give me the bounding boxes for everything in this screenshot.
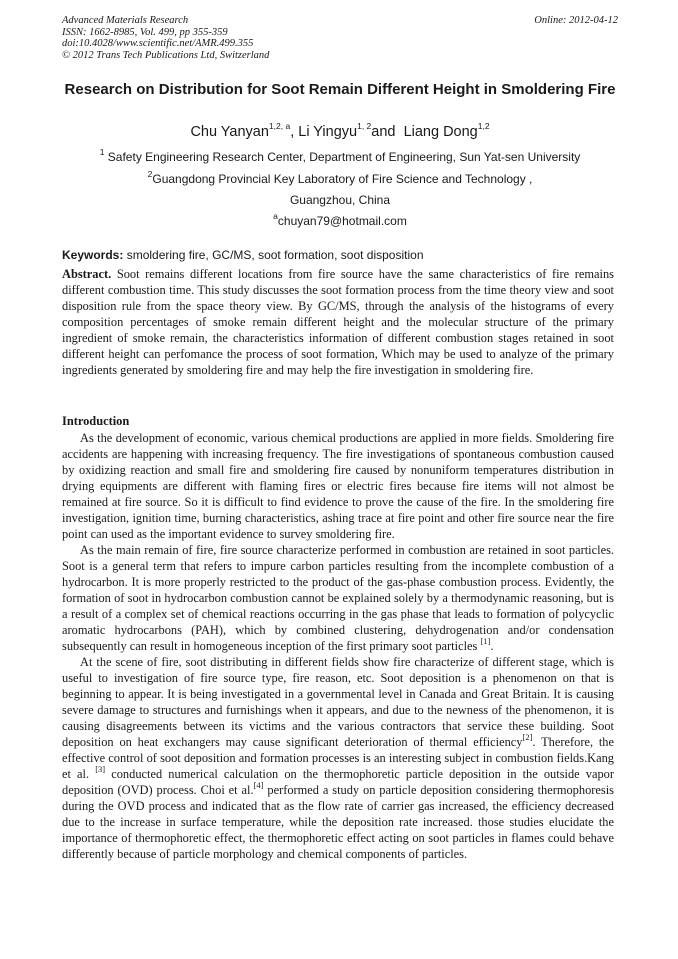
citation-ref: [3] — [95, 763, 106, 774]
introduction-body — [62, 430, 614, 862]
author-affiliation-mark: 1,2 — [477, 121, 490, 132]
paragraph-text: . Therefore, the effective control of soot deposition and formation processes is an interesting subject in combustion fields.Kang et al. — [62, 735, 615, 781]
keywords-line — [62, 248, 618, 262]
copyright-line: © 2012 Trans Tech Publications Ltd, Switzerland — [62, 49, 270, 61]
author-name: Chu Yanyan — [190, 124, 269, 140]
paragraph-end: . — [490, 639, 494, 653]
affiliation-mark: 2 — [147, 169, 153, 179]
author-affiliation-mark: 1,2, a — [268, 121, 291, 132]
affiliation-mark: 1 — [99, 147, 105, 157]
citation-ref: [2] — [522, 731, 533, 742]
affiliation-city: Guangzhou, China — [289, 193, 391, 207]
citation-ref: [4] — [253, 779, 264, 790]
email-mark: a — [273, 211, 278, 221]
author-list: Chu Yanyan$^{1,2, a}$, Li Yingyu$^{1, 2}$and Liang Dong$^{1,2}$ — [190, 121, 490, 140]
author-name: Li Yingyu — [298, 124, 358, 140]
online-date: Online: 2012-04-12 — [534, 15, 618, 26]
journal-name: Advanced Materials Research — [62, 15, 189, 26]
intro-paragraph-2 — [62, 542, 614, 654]
intro-paragraph-3 — [62, 654, 614, 862]
section-heading: Introduction — [62, 414, 130, 428]
author-affiliation-mark: 1, 2 — [357, 121, 372, 132]
paragraph-text: As the main remain of fire, fire source characterize performed in combustion are retained in soot particles. Soot is a general term that refers to impure carbon particles resulting from the incomplete combustion of a hydrocarbon. It is more properly restricted to the product of the gas-phase combustion process. Evidently, the formation of soot in hydrocarbon combustion cannot be explained solely by a thermodynamic reasoning, but is a result of a complex set of chemical reactions occurring in the gas phase that leads to formation of polycyclic aromatic hydrocarbons (PAH), which by combined clustering, dehydrogenation and/or condensation subsequently can result in homogeneous inception of the first primary soot particles — [62, 543, 614, 653]
affiliation-text: Safety Engineering Research Center, Department of Engineering, Sun Yat-sen University — [107, 150, 581, 164]
affiliation-2 — [50, 169, 630, 186]
abstract-label: Abstract. — [62, 267, 112, 281]
paragraph-text: performed a study on particle deposition considering thermophoresis during the OVD process and indicated that as the flow rate of carrier gas increased, the efficiency decreased due to the increase in surface temperature, while the deposition rate increased. those studies elucidate the importance of thermophoretic effect, the thermophoretic effect acting on soot particles in flames could behave differently because of particle morphology and chemical components of particles. — [62, 783, 614, 861]
author-name: Liang Dong — [403, 124, 478, 140]
journal-header — [62, 15, 618, 61]
contact-email-line — [50, 211, 630, 228]
citation-ref: [1] — [480, 635, 491, 646]
affiliation-1 — [50, 147, 630, 164]
paper-title: Research on Distribution for Soot Remain Different Height in Smoldering Fire — [64, 81, 616, 98]
keywords-label: Keywords: — [62, 248, 124, 262]
keywords-text: smoldering fire, GC/MS, soot formation, soot disposition — [126, 248, 424, 262]
doi-line: doi:10.4028/www.scientific.net/AMR.499.355 — [62, 38, 254, 49]
issn-line: ISSN: 1662-8985, Vol. 499, pp 355-359 — [62, 26, 228, 38]
paragraph-text: conducted numerical calculation on the thermophoretic particle deposition in the outside vapor deposition (OVD) process. Choi et al. — [62, 767, 614, 797]
affiliation-text: Guangdong Provincial Key Laboratory of Fire Science and Technology , — [152, 172, 533, 186]
contact-email: chuyan79@hotmail.com — [277, 214, 407, 228]
paragraph-text: At the scene of fire, soot distributing in different fields show fire characterize of different stage, which is useful to investigation of fire source type, fire reason, etc. Soot deposition is a phenomenon on that is beginning to appear. It is being investigated in a governmental level in Canada and Great Britain. It is causing severe damage to structures and furnishings when it appears, and due to the newness of the phenomenon, it is causing disagreements between its victims and the various contractors that service these building. Soot deposition on heat exchangers may cause significant deterioration of thermal efficiency — [62, 655, 614, 749]
abstract-text: Soot remains different locations from fire source have the same characteristics of fire remains different combustion time. This study discusses the soot formation process from the time theory view and soot disposition rule from the space theory view. By GC/MS, through the analysis of the histograms of every composition percentages of smoke remain different height and the molecular structure of the primary ingredient of smoke remain, the characteristics information of different combustion stages retained in soot different height can perfomance the process of soot formation, Which may be used to analyze of the primary ingredients generated by smoldering fire and may help the fire investigation in smoldering fire. — [62, 267, 614, 377]
author-connector: and — [371, 124, 396, 140]
intro-paragraph-1: As the development of economic, various chemical productions are applied in more fields. Smoldering fire accidents are happening with increasing frequency. The fire investigations of spontaneous combustion caused by oxidizing reaction and small fire and smoldering fire caused by nonuniform temperatures distribution in drying equipments are different with flaming fires or electric fires because fire items will not almost be remained at fire source. So it is difficult to find evidence to prove the cause of the fire. In the smoldering fire investigation, ignition time, burning characteristics, ashing trace at fire point and other fire source near the fire point can used as the important evidence to survey smoldering fire. — [62, 431, 614, 541]
abstract-block — [62, 266, 614, 378]
